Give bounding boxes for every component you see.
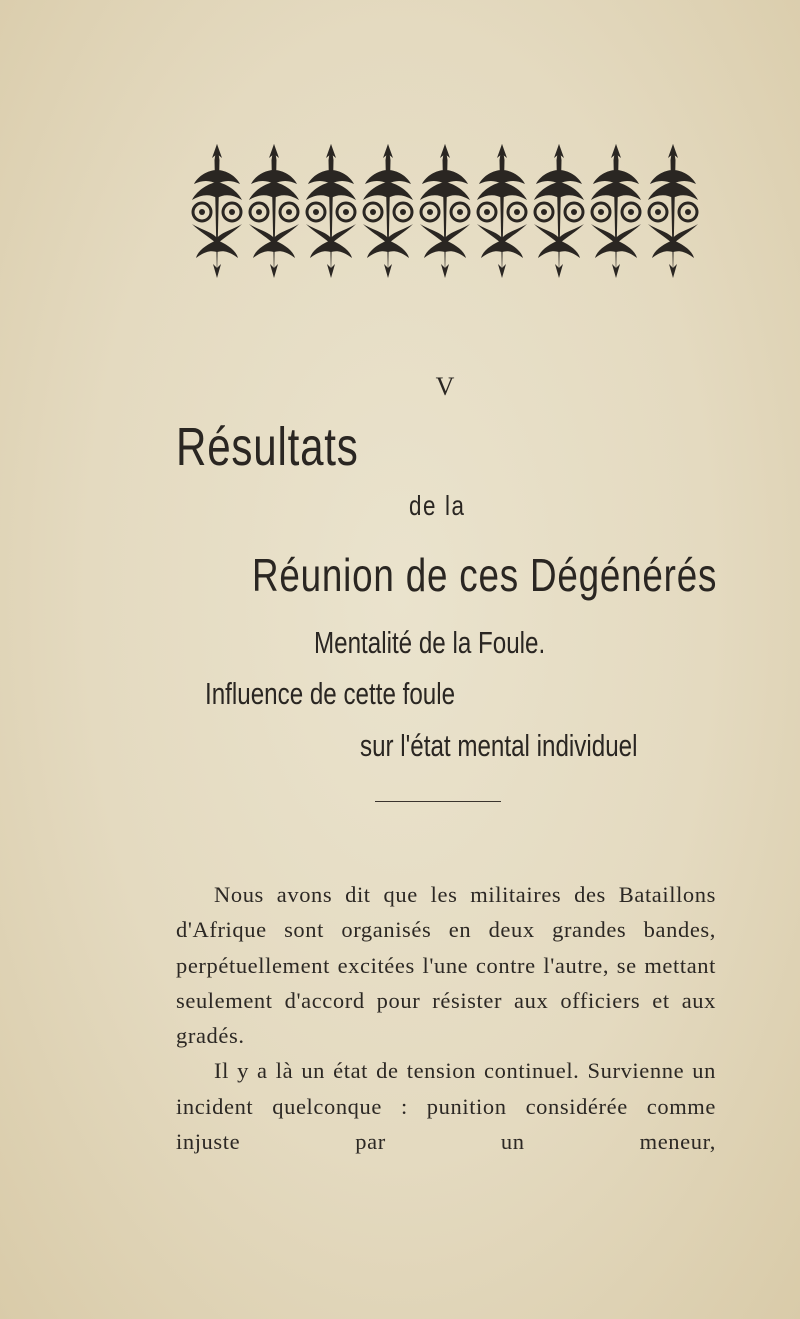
- section-divider: [375, 801, 501, 802]
- title-line-3: Réunion de ces Dégénérés: [252, 549, 718, 601]
- title-line-1: Résultats: [176, 417, 359, 477]
- fleuron-border-icon: [188, 140, 704, 282]
- subtitle-line-3: sur l'état mental individuel: [360, 728, 638, 763]
- body-text: [176, 877, 716, 1159]
- subtitle-line-2: Influence de cette foule: [205, 676, 456, 711]
- paragraph-1: Nous avons dit que les militaires des Bataillons d'Afrique sont organisés en deux grandes bandes, perpétuellement excitées l'une contre l'autre, se mettant seulement d'accord pour résister aux officiers et aux gradés.: [176, 882, 716, 1049]
- paragraph-2: Il y a là un état de tension continuel. Survienne un incident quelconque : punition considérée comme injuste par un meneur,: [176, 1058, 716, 1155]
- subtitle-line-1: Mentalité de la Foule.: [314, 625, 546, 660]
- chapter-number: V: [435, 372, 455, 401]
- title-line-2: de la: [409, 490, 466, 521]
